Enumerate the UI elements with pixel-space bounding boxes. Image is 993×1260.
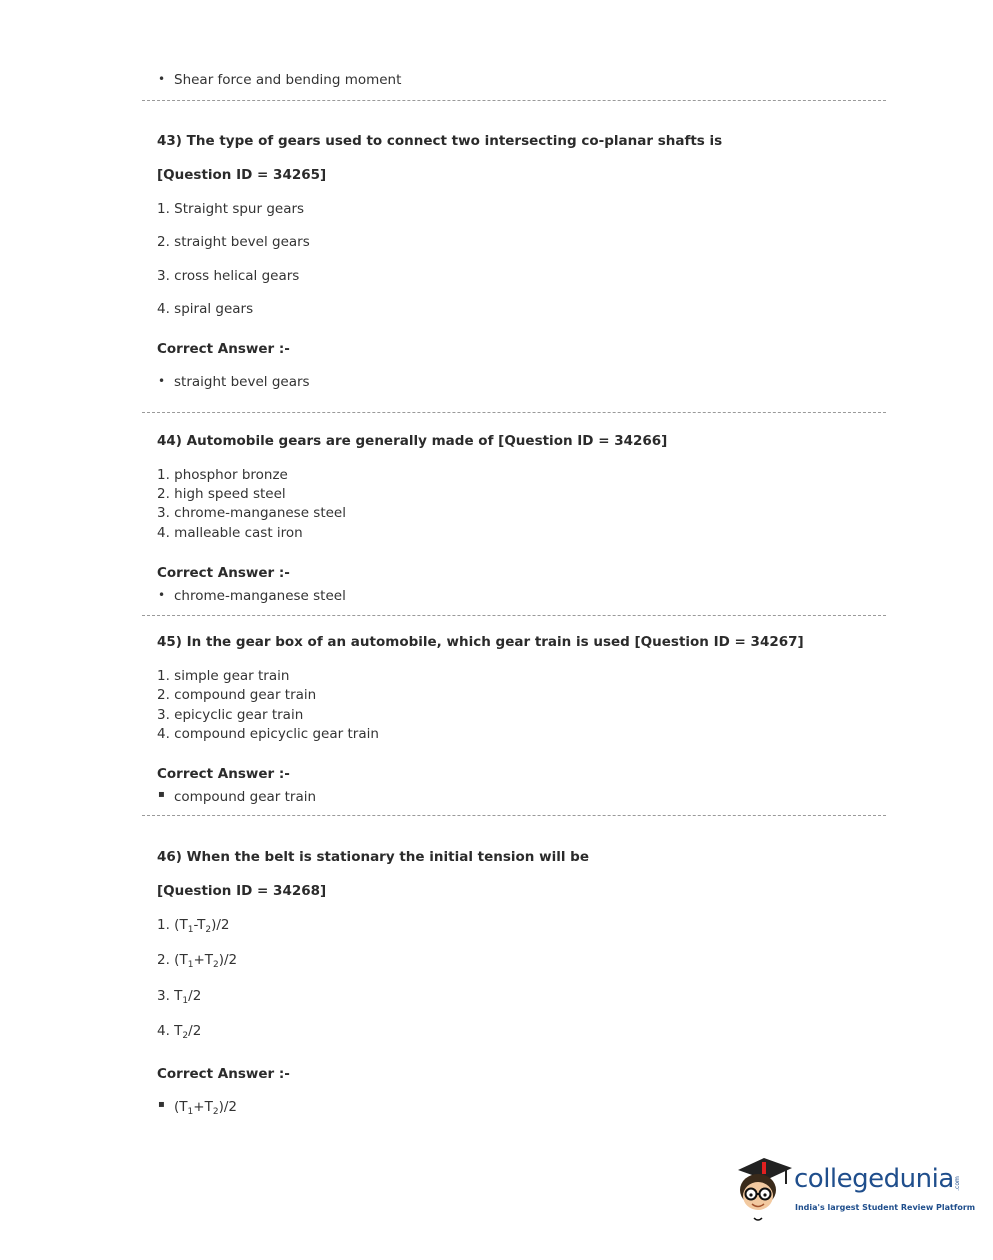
- q46-correct-label: Correct Answer :-: [157, 1066, 290, 1082]
- question-43-title: 43) The type of gears used to connect two intersecting co-planar shafts is: [157, 133, 723, 149]
- question-46-id: [Question ID = 34268]: [157, 883, 327, 899]
- q46-answer: ▪ $(T_1+T_2)/2$: [174, 1099, 237, 1115]
- q43-answer: • straight bevel gears: [174, 374, 310, 390]
- divider: [142, 615, 886, 616]
- q45-option-2: 2. compound gear train: [157, 687, 317, 703]
- q44-option-3: 3. chrome-manganese steel: [157, 505, 346, 521]
- q45-answer: ▪ compound gear train: [174, 789, 316, 805]
- q44-correct-label: Correct Answer :-: [157, 565, 290, 581]
- q44-answer: • chrome-manganese steel: [174, 588, 346, 604]
- divider: [142, 815, 886, 816]
- q46-option-3: 3. $T_1/2$: [157, 988, 202, 1006]
- q46-option-2: 2. $(T_1+T_2)/2$: [157, 952, 238, 970]
- divider: [142, 100, 886, 101]
- mascot-icon: [734, 1152, 794, 1224]
- brand-name: collegedunia: [794, 1164, 954, 1194]
- q44-option-2: 2. high speed steel: [157, 486, 286, 502]
- q43-option-2: 2. straight bevel gears: [157, 234, 310, 250]
- previous-answer: • Shear force and bending moment: [174, 72, 401, 88]
- divider: [142, 412, 886, 413]
- q43-correct-label: Correct Answer :-: [157, 341, 290, 357]
- q44-option-4: 4. malleable cast iron: [157, 525, 303, 541]
- brand-com: .com: [953, 1176, 961, 1191]
- question-45-title: 45) In the gear box of an automobile, which gear train is used [Question ID = 34267]: [157, 634, 804, 650]
- q43-option-1: 1. Straight spur gears: [157, 201, 305, 217]
- question-46-title: 46) When the belt is stationary the initial tension will be: [157, 849, 589, 865]
- q46-option-1: 1. $(T_1-T_2)/2$: [157, 917, 230, 935]
- q45-option-1: 1. simple gear train: [157, 668, 290, 684]
- q44-option-1: 1. phosphor bronze: [157, 467, 288, 483]
- brand-tagline: India's largest Student Review Platform: [795, 1203, 976, 1212]
- q45-correct-label: Correct Answer :-: [157, 766, 290, 782]
- q43-option-4: 4. spiral gears: [157, 301, 254, 317]
- question-44-title: 44) Automobile gears are generally made of [Question ID = 34266]: [157, 433, 668, 449]
- q46-option-4: 4. $T_2/2$: [157, 1023, 202, 1041]
- question-43-id: [Question ID = 34265]: [157, 167, 327, 183]
- q45-option-4: 4. compound epicyclic gear train: [157, 726, 379, 742]
- q45-option-3: 3. epicyclic gear train: [157, 707, 304, 723]
- q43-option-3: 3. cross helical gears: [157, 268, 300, 284]
